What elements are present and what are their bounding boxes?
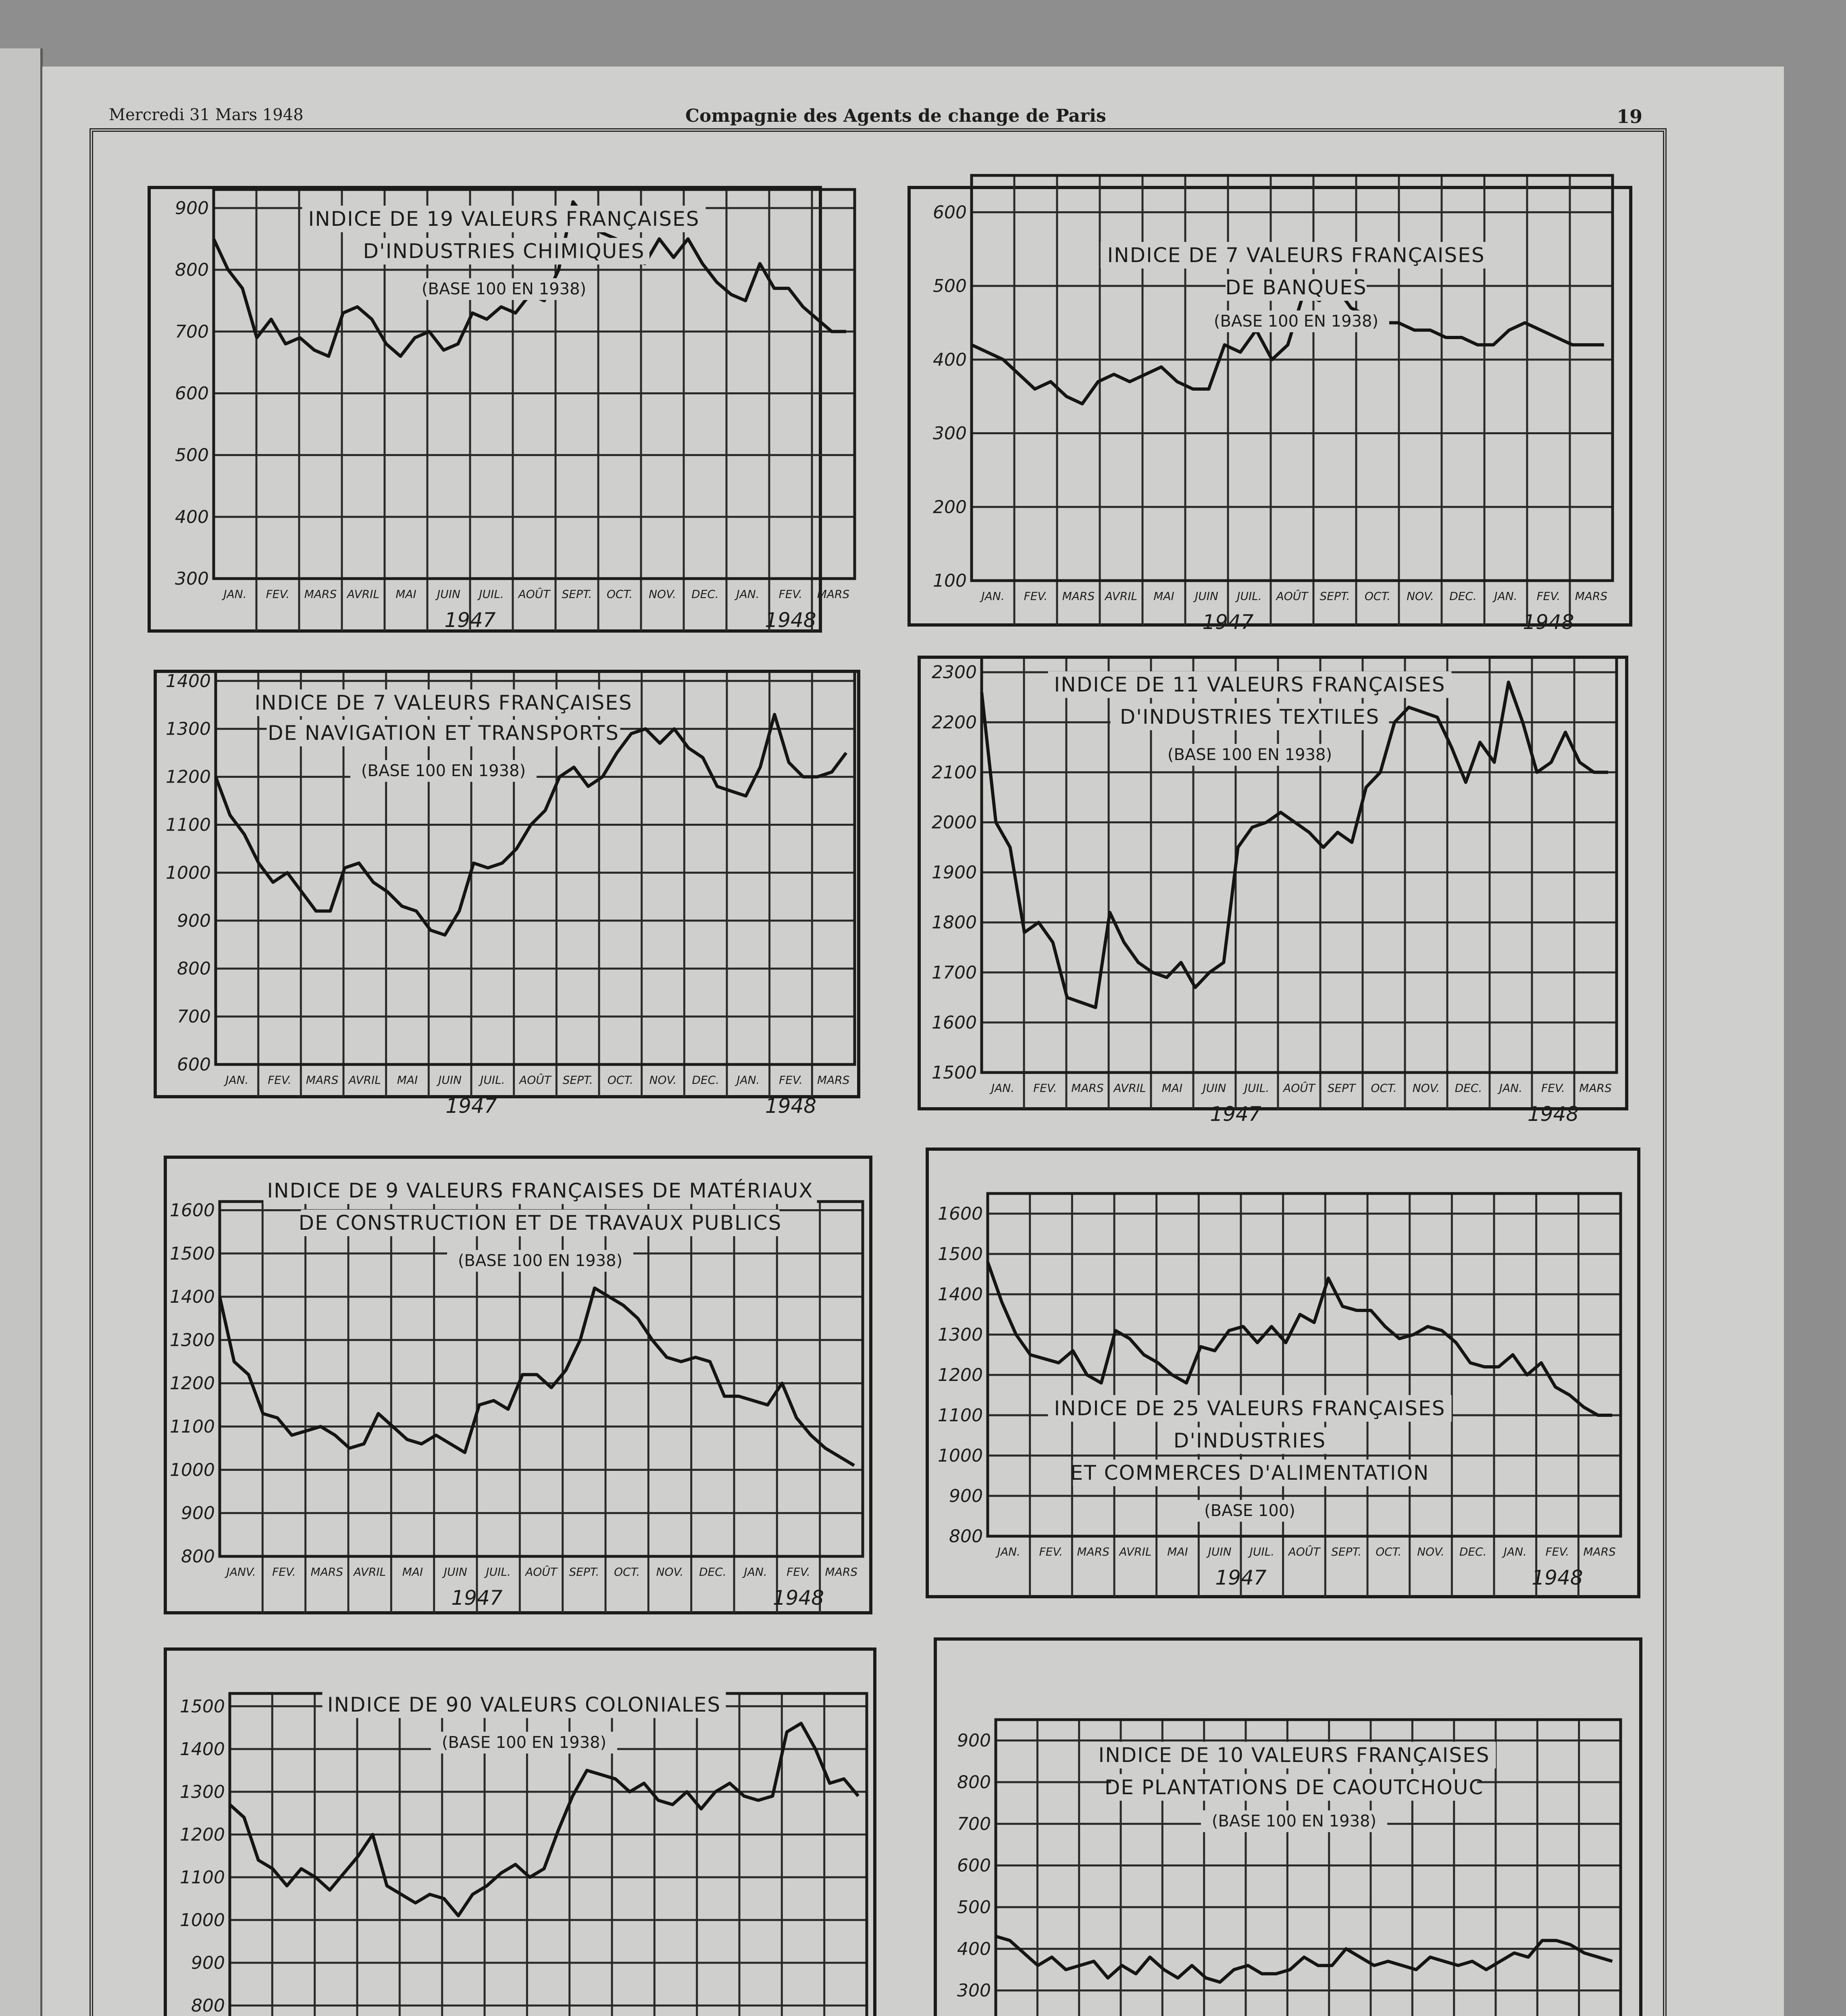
x-tick-label: OCT. xyxy=(606,587,633,601)
y-tick-label: 900 xyxy=(191,1952,225,1973)
x-tick-label: JAN. xyxy=(1499,1081,1523,1095)
x-tick-label: FEV. xyxy=(1541,1081,1565,1095)
y-tick-label: 800 xyxy=(177,958,211,979)
x-tick-label: AOÛT xyxy=(1276,589,1308,603)
x-tick-label: MAI xyxy=(1153,589,1174,603)
y-tick-label: 1900 xyxy=(932,862,977,883)
y-tick-label: 500 xyxy=(957,1897,991,1918)
x-tick-label: OCT. xyxy=(614,1565,640,1579)
x-tick-label: SEPT. xyxy=(562,1073,593,1087)
x-tick-label: AVRIL xyxy=(1119,1545,1152,1558)
y-tick-label: 600 xyxy=(933,202,967,223)
x-tick-label: FEV. xyxy=(1039,1545,1063,1558)
header-title: Compagnie des Agents de change de Paris xyxy=(685,106,1106,126)
y-tick-label: 1000 xyxy=(170,1460,215,1481)
x-tick-label: JUIN xyxy=(443,1565,467,1579)
y-tick-label: 500 xyxy=(933,276,967,297)
y-tick-label: 700 xyxy=(177,1006,211,1027)
y-tick-label: 1600 xyxy=(932,1012,977,1033)
y-tick-label: 1400 xyxy=(180,1739,225,1760)
x-tick-label: DEC. xyxy=(1455,1081,1482,1095)
x-tick-label: JAN. xyxy=(744,1565,767,1579)
y-tick-label: 300 xyxy=(933,423,967,444)
x-tick-label: DEC. xyxy=(1449,589,1477,603)
x-tick-label: MAI xyxy=(1167,1545,1188,1558)
x-tick-label: NOV. xyxy=(1412,1081,1440,1095)
y-tick-label: 200 xyxy=(933,497,967,518)
chart-5 xyxy=(165,1157,871,1613)
x-tick-label: JUIL. xyxy=(479,587,504,601)
chart-title-line: INDICE DE 25 VALEURS FRANÇAISES xyxy=(1054,1397,1446,1420)
y-tick-label: 2200 xyxy=(932,712,977,733)
y-tick-label: 1800 xyxy=(932,912,977,933)
x-tick-label: MAI xyxy=(395,587,416,601)
y-tick-label: 700 xyxy=(957,1814,991,1835)
x-tick-label: DEC. xyxy=(1459,1545,1487,1558)
y-tick-label: 1400 xyxy=(166,671,211,691)
y-tick-label: 2300 xyxy=(932,662,977,683)
x-tick-label: JUIN xyxy=(1195,589,1218,603)
chart-subtitle: (BASE 100 EN 1938) xyxy=(441,1733,607,1752)
x-tick-label: MARS xyxy=(1062,589,1095,603)
chart-title-line: DE CONSTRUCTION ET DE TRAVAUX PUBLICS xyxy=(298,1211,782,1235)
x-tick-label: JAN. xyxy=(225,1073,249,1087)
index-series-line xyxy=(220,1288,854,1466)
x-tick-label: MARS xyxy=(1583,1545,1616,1558)
x-tick-label: JAN. xyxy=(997,1545,1020,1558)
x-tick-label: SEPT. xyxy=(1319,589,1350,603)
x-tick-label: AOÛT xyxy=(519,1073,551,1087)
x-tick-label: JANV. xyxy=(226,1565,256,1579)
y-tick-label: 400 xyxy=(175,506,209,527)
x-tick-label: JUIL. xyxy=(1237,589,1262,603)
y-tick-label: 900 xyxy=(177,910,211,931)
y-tick-label: 1000 xyxy=(166,862,211,883)
x-tick-label: JUIL. xyxy=(1249,1545,1275,1558)
chart-3 xyxy=(155,671,859,1118)
y-tick-label: 1000 xyxy=(938,1445,983,1466)
x-tick-label: MARS xyxy=(304,587,337,601)
year-label: 1947 xyxy=(1215,1566,1267,1589)
y-tick-label: 900 xyxy=(181,1503,215,1524)
y-tick-label: 800 xyxy=(175,260,209,281)
x-tick-label: OCT. xyxy=(1371,1081,1397,1095)
index-series-line xyxy=(988,1262,1612,1415)
x-tick-label: MARS xyxy=(817,1073,850,1087)
year-label: 1947 xyxy=(445,1094,497,1118)
x-tick-label: AOÛT xyxy=(518,587,550,601)
x-tick-label: OCT. xyxy=(1376,1545,1402,1558)
x-tick-label: AVRIL xyxy=(1105,589,1138,603)
chart-title-line: DE PLANTATIONS DE CAOUTCHOUC xyxy=(1104,1776,1484,1799)
year-label: 1947 xyxy=(451,1586,503,1610)
x-tick-label: MARS xyxy=(1579,1081,1612,1095)
chart-subtitle: (BASE 100 EN 1938) xyxy=(458,1252,623,1270)
x-tick-label: JUIL. xyxy=(486,1565,511,1579)
chart-title-line: DE BANQUES xyxy=(1225,276,1367,299)
year-label: 1948 xyxy=(765,1094,817,1118)
year-label: 1947 xyxy=(1202,610,1254,634)
y-tick-label: 400 xyxy=(933,349,967,370)
x-tick-label: AVRIL xyxy=(347,587,380,601)
x-tick-label: MARS xyxy=(1077,1545,1109,1558)
x-tick-label: MAI xyxy=(1161,1081,1183,1095)
year-label: 1947 xyxy=(444,608,496,632)
x-tick-label: FEV. xyxy=(779,1073,803,1087)
y-tick-label: 1100 xyxy=(166,814,211,835)
chart-title-line: D'INDUSTRIES xyxy=(1173,1429,1326,1452)
y-tick-label: 600 xyxy=(175,383,209,404)
chart-title-line: INDICE DE 10 VALEURS FRANÇAISES xyxy=(1098,1743,1490,1767)
y-tick-label: 1300 xyxy=(180,1781,225,1802)
x-tick-label: MARS xyxy=(306,1073,339,1087)
y-tick-label: 700 xyxy=(175,321,209,342)
x-tick-label: NOV. xyxy=(649,587,676,601)
chart-2 xyxy=(909,175,1631,634)
chart-title-line: D'INDUSTRIES TEXTILES xyxy=(1120,705,1380,729)
x-tick-label: MARS xyxy=(1071,1081,1104,1095)
y-tick-label: 1200 xyxy=(938,1365,983,1385)
x-tick-label: JAN. xyxy=(223,587,247,601)
y-tick-label: 900 xyxy=(949,1486,983,1506)
y-tick-label: 900 xyxy=(175,198,209,219)
chart-title-line: INDICE DE 90 VALEURS COLONIALES xyxy=(327,1693,721,1716)
chart-title-line: INDICE DE 7 VALEURS FRANÇAISES xyxy=(1107,244,1485,267)
x-tick-label: MAI xyxy=(402,1565,423,1579)
chart-title-line: ET COMMERCES D'ALIMENTATION xyxy=(1070,1461,1430,1485)
chart-1 xyxy=(149,187,855,632)
x-tick-label: FEV. xyxy=(1545,1545,1569,1558)
x-tick-label: AVRIL xyxy=(1113,1081,1146,1095)
y-tick-label: 600 xyxy=(177,1054,211,1075)
y-tick-label: 1500 xyxy=(170,1243,215,1264)
x-tick-label: MARS xyxy=(825,1565,858,1579)
x-tick-label: SEPT. xyxy=(1331,1545,1362,1558)
x-tick-label: SEPT xyxy=(1327,1081,1356,1095)
y-tick-label: 1400 xyxy=(938,1284,983,1305)
x-tick-label: JUIN xyxy=(1203,1081,1226,1095)
x-tick-label: MAI xyxy=(397,1073,418,1087)
y-tick-label: 1100 xyxy=(938,1405,983,1426)
y-tick-label: 1300 xyxy=(938,1325,983,1345)
chart-8 xyxy=(935,1639,1641,2016)
x-tick-label: AVRIL xyxy=(354,1565,386,1579)
x-tick-label: JAN. xyxy=(736,587,760,601)
chart-subtitle: (BASE 100 EN 1938) xyxy=(421,280,587,298)
x-tick-label: MARS xyxy=(817,587,850,601)
y-tick-label: 1700 xyxy=(932,962,977,983)
x-tick-label: FEV. xyxy=(1024,589,1048,603)
y-tick-label: 800 xyxy=(949,1526,983,1547)
x-tick-label: AOÛT xyxy=(1283,1081,1315,1095)
x-tick-label: JAN. xyxy=(981,589,1005,603)
y-tick-label: 1300 xyxy=(166,719,211,739)
y-tick-label: 1600 xyxy=(938,1204,983,1224)
x-tick-label: OCT. xyxy=(1364,589,1391,603)
y-tick-label: 100 xyxy=(933,571,967,591)
chart-title-line: INDICE DE 19 VALEURS FRANÇAISES xyxy=(308,207,700,231)
x-tick-label: SEPT. xyxy=(562,587,592,601)
chart-title-line: INDICE DE 7 VALEURS FRANÇAISES xyxy=(254,691,633,714)
y-tick-label: 1500 xyxy=(938,1244,983,1264)
chart-subtitle: (BASE 100 EN 1938) xyxy=(361,762,526,780)
chart-subtitle: (BASE 100 EN 1938) xyxy=(1213,312,1379,331)
x-tick-label: DEC. xyxy=(692,1073,720,1087)
x-tick-label: JUIL. xyxy=(480,1073,505,1087)
y-tick-label: 900 xyxy=(957,1730,991,1751)
chart-subtitle: (BASE 100 EN 1938) xyxy=(1211,1812,1377,1831)
year-label: 1948 xyxy=(1527,1102,1579,1126)
y-tick-label: 800 xyxy=(957,1772,991,1793)
index-series-line xyxy=(982,682,1608,1008)
y-tick-label: 1500 xyxy=(180,1696,225,1717)
x-tick-label: JAN. xyxy=(1503,1545,1527,1558)
x-tick-label: JUIL. xyxy=(1244,1081,1270,1095)
y-tick-label: 1200 xyxy=(166,766,211,787)
y-tick-label: 1000 xyxy=(180,1910,225,1931)
x-tick-label: AVRIL xyxy=(348,1073,381,1087)
x-tick-label: JUIN xyxy=(438,1073,462,1087)
x-tick-label: JAN. xyxy=(991,1081,1015,1095)
year-label: 1947 xyxy=(1210,1102,1261,1126)
x-tick-label: NOV. xyxy=(649,1073,677,1087)
y-tick-label: 300 xyxy=(175,569,209,589)
chart-7 xyxy=(165,1649,875,2016)
index-series-line xyxy=(972,286,1604,404)
x-tick-label: FEV. xyxy=(1033,1081,1057,1095)
x-tick-label: NOV. xyxy=(656,1565,684,1579)
x-tick-label: JUIN xyxy=(1208,1545,1232,1558)
x-tick-label: JUIN xyxy=(437,587,460,601)
x-tick-label: DEC. xyxy=(691,587,719,601)
x-tick-label: AOÛT xyxy=(525,1565,557,1579)
y-tick-label: 1600 xyxy=(170,1200,215,1221)
x-tick-label: DEC. xyxy=(699,1565,726,1579)
x-tick-label: FEV. xyxy=(266,587,290,601)
x-tick-label: MARS xyxy=(310,1565,343,1579)
year-label: 1948 xyxy=(1523,610,1574,634)
year-label: 1948 xyxy=(772,1586,824,1610)
y-tick-label: 2000 xyxy=(932,812,977,833)
x-tick-label: FEV. xyxy=(778,587,803,601)
y-tick-label: 2100 xyxy=(932,762,977,783)
chart-6 xyxy=(927,1149,1639,1597)
x-tick-label: AOÛT xyxy=(1288,1545,1320,1558)
y-tick-label: 400 xyxy=(957,1939,991,1960)
y-tick-label: 1100 xyxy=(170,1416,215,1437)
chart-subtitle: (BASE 100) xyxy=(1204,1502,1295,1520)
year-label: 1948 xyxy=(765,608,816,632)
chart-title-line: D'INDUSTRIES CHIMIQUES xyxy=(363,240,645,263)
chart-title-line: DE NAVIGATION ET TRANSPORTS xyxy=(268,721,619,745)
y-tick-label: 500 xyxy=(175,445,209,466)
year-label: 1948 xyxy=(1532,1566,1583,1589)
x-tick-label: FEV. xyxy=(272,1565,296,1579)
x-tick-label: JAN. xyxy=(737,1073,760,1087)
header-date: Mercredi 31 Mars 1948 xyxy=(109,106,304,124)
chart-title-line: INDICE DE 9 VALEURS FRANÇAISES DE MATÉRIAUX xyxy=(267,1179,814,1202)
index-series-line xyxy=(996,1936,1612,1982)
y-tick-label: 1400 xyxy=(170,1287,215,1308)
y-tick-label: 800 xyxy=(191,1995,225,2016)
y-tick-label: 300 xyxy=(957,1980,991,2001)
x-tick-label: OCT. xyxy=(607,1073,633,1087)
y-tick-label: 600 xyxy=(957,1855,991,1876)
x-tick-label: FEV. xyxy=(787,1565,810,1579)
chart-title-line: INDICE DE 11 VALEURS FRANÇAISES xyxy=(1054,673,1446,696)
plot-area xyxy=(972,175,1613,581)
x-tick-label: FEV. xyxy=(268,1073,291,1087)
x-tick-label: FEV. xyxy=(1536,589,1561,603)
x-tick-label: NOV. xyxy=(1407,589,1434,603)
y-tick-label: 1300 xyxy=(170,1330,215,1351)
x-tick-label: JAN. xyxy=(1494,589,1517,603)
chart-subtitle: (BASE 100 EN 1938) xyxy=(1167,746,1332,764)
y-tick-label: 1200 xyxy=(170,1373,215,1394)
y-tick-label: 1100 xyxy=(180,1867,225,1888)
x-tick-label: MARS xyxy=(1575,589,1608,603)
y-tick-label: 800 xyxy=(181,1546,215,1567)
y-tick-label: 1500 xyxy=(932,1062,977,1083)
x-tick-label: NOV. xyxy=(1417,1545,1444,1558)
y-tick-label: 1200 xyxy=(180,1824,225,1845)
page-number: 19 xyxy=(1617,106,1643,127)
chart-4 xyxy=(919,657,1627,1126)
x-tick-label: SEPT. xyxy=(569,1565,599,1579)
